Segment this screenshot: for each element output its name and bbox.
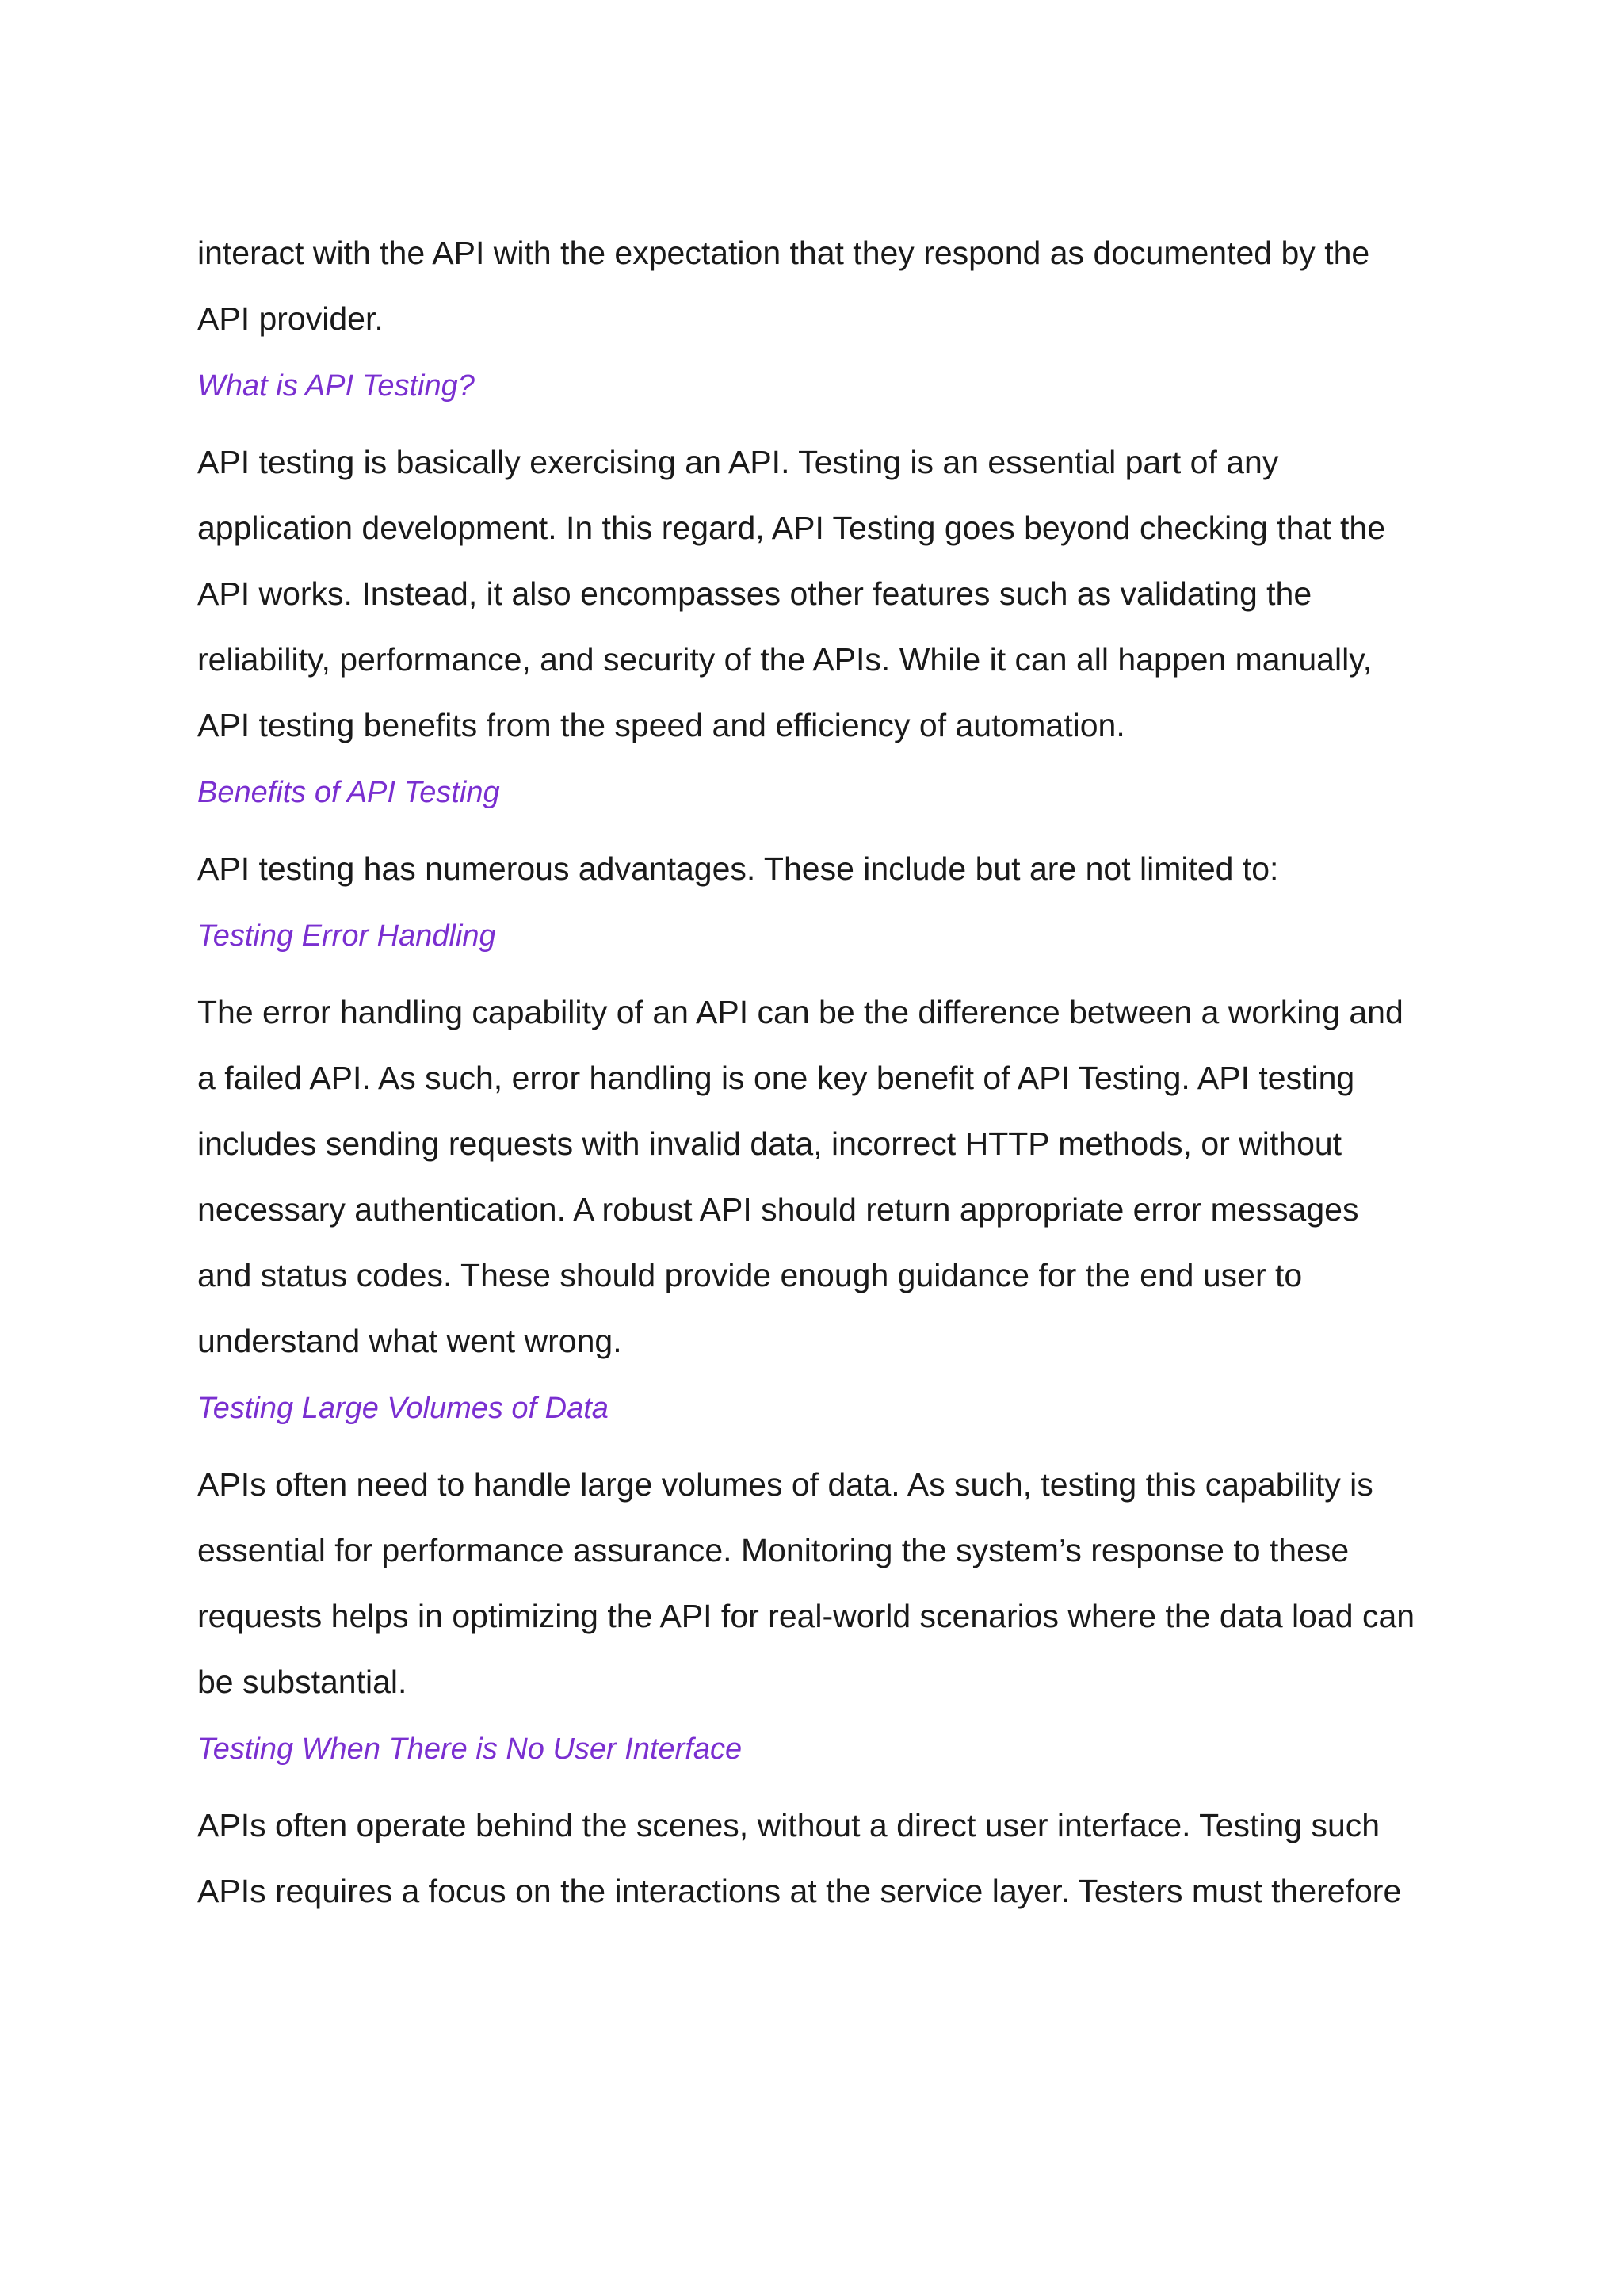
document-content [197, 220, 1449, 1924]
paragraph-no-user-interface: APIs often operate behind the scenes, without a direct user interface. Testing such APIs requires a focus on the interactions at the service layer. Testers must therefore [197, 1807, 1402, 1909]
heading-what-is-api-testing: What is API Testing? [197, 369, 475, 403]
paragraph-error-handling: The error handling capability of an API can be the difference between a working and a failed API. As such, error handling is one key benefit of API Testing. API testing includes sending requests with invalid data, incorrect HTTP methods, or without necessary authentication. A robust API should return appropriate error messages and status codes. These should provide enough guidance for the end user to understand what went wrong. [197, 994, 1403, 1359]
paragraph-api-testing-definition: API testing is basically exercising an API. Testing is an essential part of any application development. In this regard, API Testing goes beyond checking that the API works. Instead, it also encompasses other features such as validating the reliability, performance, and security of the APIs. While it can all happen manually, API testing benefits from the speed and efficiency of automation. [197, 444, 1386, 743]
heading-benefits-of-api-testing: Benefits of API Testing [197, 776, 500, 809]
heading-testing-no-user-interface: Testing When There is No User Interface [197, 1733, 743, 1766]
paragraph-intro-continuation: interact with the API with the expectation that they respond as documented by the API provider. [197, 235, 1370, 337]
paragraph-benefits-intro: API testing has numerous advantages. These include but are not limited to: [197, 850, 1279, 887]
heading-testing-error-handling: Testing Error Handling [197, 919, 496, 953]
heading-testing-large-volumes: Testing Large Volumes of Data [197, 1392, 609, 1425]
paragraph-large-volumes: APIs often need to handle large volumes of data. As such, testing this capability is essential for performance assurance. Monitoring the system’s response to these requests helps in optimizing the API for real-world scenarios where the data load can be substantial. [197, 1466, 1415, 1700]
